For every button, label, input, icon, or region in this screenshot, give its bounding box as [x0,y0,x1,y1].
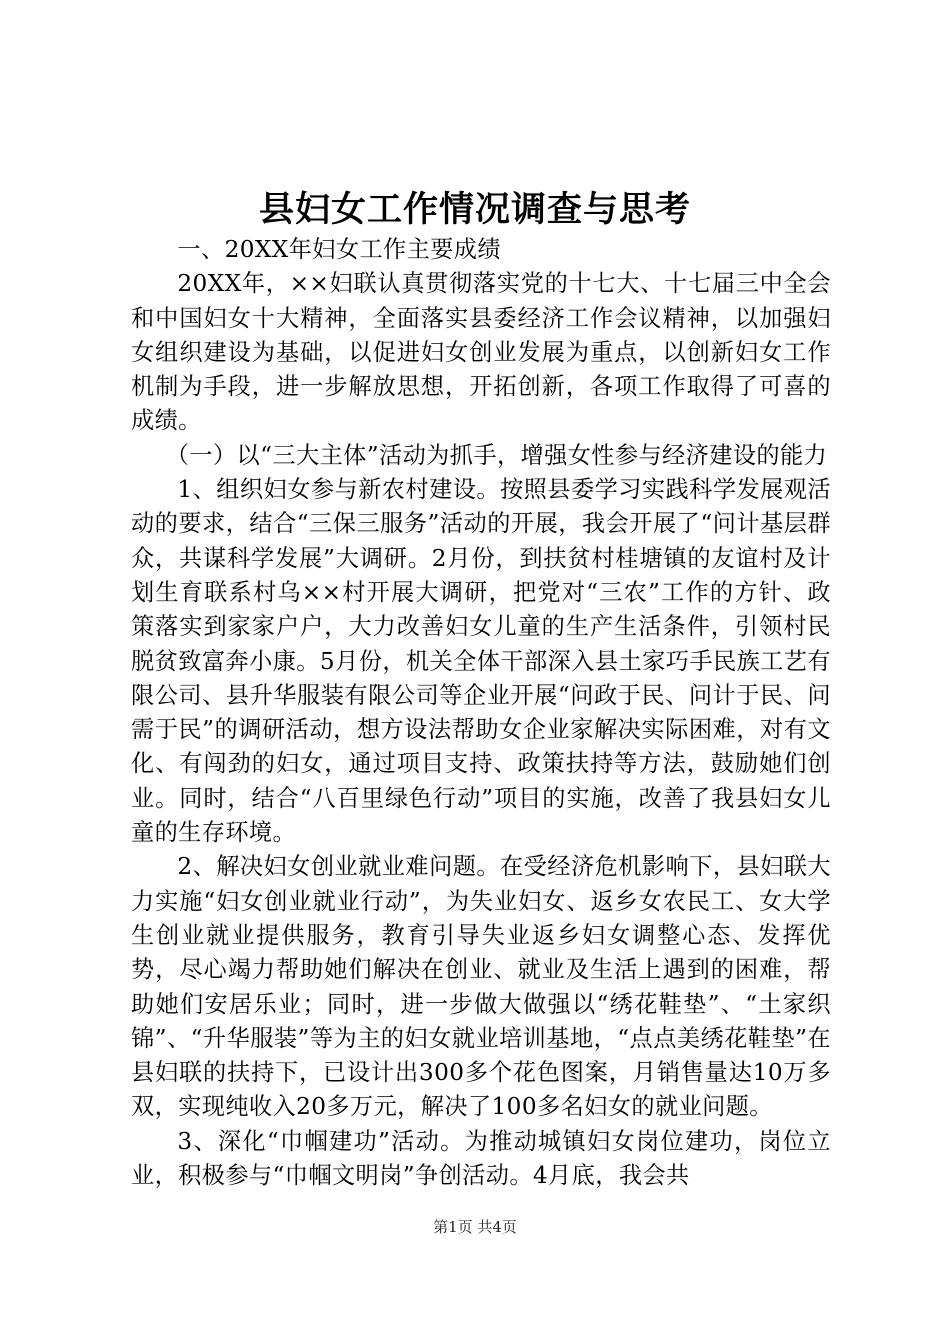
document-title: 县妇女工作情况调查与思考 [258,189,691,230]
subsection-heading: （一）以“三大主体”活动为抓手，增强女性参与经济建设的能力 [165,441,828,469]
document-body [131,233,831,1193]
body-paragraph: 1、组织妇女参与新农村建设。按照县委学习实践科学发展观活动的要求，结合“三保三服务”活动的开展，我会开展了“问计基层群众，共谋科学发展”大调研。2月份，到扶贫村桂塘镇的友谊村及计划生育联系村乌××村开展大调研，把党对“三农”工作的方针、政策落实到家家户户，大力改善妇女儿童的生产生活条件，引领村民脱贫致富奔小康。5月份，机关全体干部深入县土家巧手民族工艺有限公司、县升华服装有限公司等企业开展“问政于民、问计于民、问需于民”的调研活动，想方设法帮助女企业家解决实际困难，对有文化、有闯劲的妇女，通过项目支持、政策扶持等方法，鼓励她们创业。同时，结合“八百里绿色行动”项目的实施，改善了我县妇女儿童的生存环境。 [131,476,831,847]
body-paragraph: 2、解决妇女创业就业难问题。在受经济危机影响下，县妇联大力实施“妇女创业就业行动”，为失业妇女、返乡女农民工、女大学生创业就业提供服务，教育引导失业返乡妇女调整心态、发挥优势，尽心竭力帮助她们解决在创业、就业及生活上遇到的困难，帮助她们安居乐业；同时，进一步做大做强以“绣花鞋垫”、“土家织锦”、“升华服装”等为主的妇女就业培训基地，“点点美绣花鞋垫”在县妇联的扶持下，已设计出300多个花色图案，月销售量达10万多双，实现纯收入20多万元，解决了100多名妇女的就业问题。 [131,853,831,1121]
page-footer: 第1页 共4页 [433,1218,517,1236]
section-heading: 一、20XX年妇女工作主要成绩 [177,236,501,263]
body-paragraph: 20XX年，××妇联认真贯彻落实党的十七大、十七届三中全会和中国妇女十大精神，全面落实县委经济工作会议精神，以加强妇女组织建设为基础，以促进妇女创业发展为重点，以创新妇女工作机制为手段，进一步解放思想，开拓创新，各项工作取得了可喜的成绩。 [131,270,831,435]
body-paragraph: 3、深化“巾帼建功”活动。为推动城镇妇女岗位建功，岗位立业，积极参与“巾帼文明岗”争创活动。4月底，我会共 [131,1127,831,1190]
